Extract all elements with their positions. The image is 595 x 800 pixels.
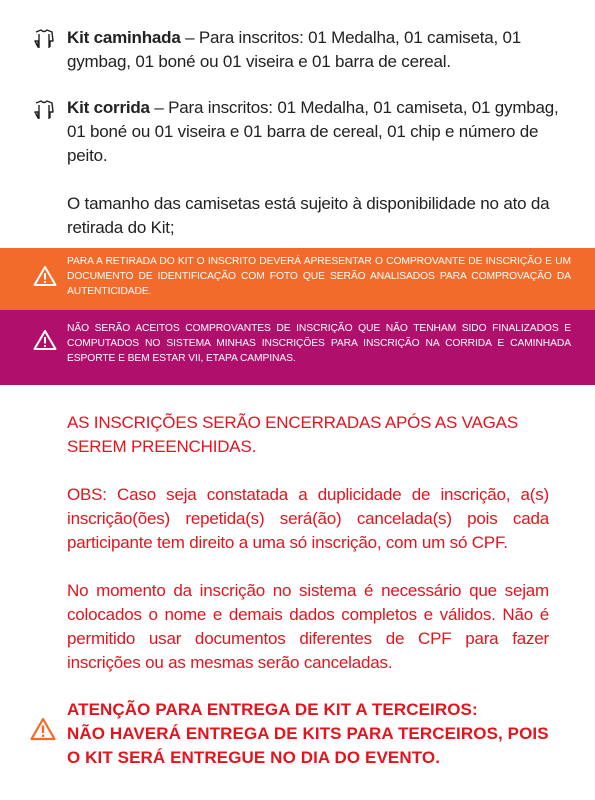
kit-description: – Para inscritos: 01 Medalha, 01 camiseta, 01 gymbag, 01 boné ou 01 viseira e 01 barra de cereal. bbox=[67, 28, 522, 71]
warning-icon bbox=[30, 717, 56, 741]
data-validity-notice: No momento da inscrição no sistema é necessário que sejam colocados o nome e demais dados completos e válidos. Não é permitido usar documentos diferentes de CPF para fazer inscrições ou as mesmas serão canceladas. bbox=[67, 581, 549, 672]
warning-icon bbox=[33, 265, 57, 287]
kit-name: Kit corrida bbox=[67, 98, 150, 117]
kit-caminhada bbox=[67, 26, 567, 74]
attention-title: ATENÇÃO PARA ENTREGA DE KIT A TERCEIROS: bbox=[67, 700, 478, 719]
receipt-validity-banner bbox=[0, 310, 595, 385]
warning-icon bbox=[33, 329, 57, 351]
banner-text: NÃO SERÃO ACEITOS COMPROVANTES DE INSCRIÇÃO QUE NÃO TENHAM SIDO FINALIZADOS E COMPUTADOS NO SISTEMA MINHAS INSCRIÇÕES PARA INSCRIÇÃO NA CORRIDA E CAMINHADA ESPORTE E BEM ESTAR VII, ETAPA CAMPINAS. bbox=[67, 323, 571, 364]
banner-text: PARA A RETIRADA DO KIT O INSCRITO DEVERÁ APRESENTAR O COMPROVANTE DE INSCRIÇÃO E UM DOCUMENTO DE IDENTIFICAÇÃO COM FOTO QUE SERÃO ANALISADOS PARA COMPROVAÇÃO DA AUTENTICIDADE. bbox=[67, 256, 571, 297]
third-party-kit-notice bbox=[67, 698, 549, 770]
shirt-icon bbox=[33, 99, 55, 121]
kit-name: Kit caminhada bbox=[67, 28, 181, 47]
attention-body: NÃO HAVERÁ ENTREGA DE KITS PARA TERCEIROS, POIS O KIT SERÁ ENTREGUE NO DIA DO EVENTO. bbox=[67, 724, 549, 767]
shirt-size-note: O tamanho das camisetas está sujeito à disponibilidade no ato da retirada do Kit; bbox=[67, 194, 550, 237]
kit-corrida bbox=[67, 96, 567, 168]
shirt-icon bbox=[33, 28, 55, 50]
duplicate-registration-notice: OBS: Caso seja constatada a duplicidade de inscrição, a(s) inscrição(ões) repetida(s) será(ão) cancelada(s) pois cada participante tem direito a uma só inscrição, com um só CPF. bbox=[67, 485, 549, 552]
kit-pickup-banner bbox=[0, 248, 595, 310]
kit-description: – Para inscritos: 01 Medalha, 01 camiseta, 01 gymbag, 01 boné ou 01 viseira e 01 barra de cereal, 01 chip e número de peito. bbox=[67, 98, 559, 165]
registration-closing-notice: AS INSCRIÇÕES SERÃO ENCERRADAS APÓS AS VAGAS SEREM PREENCHIDAS. bbox=[67, 413, 518, 456]
